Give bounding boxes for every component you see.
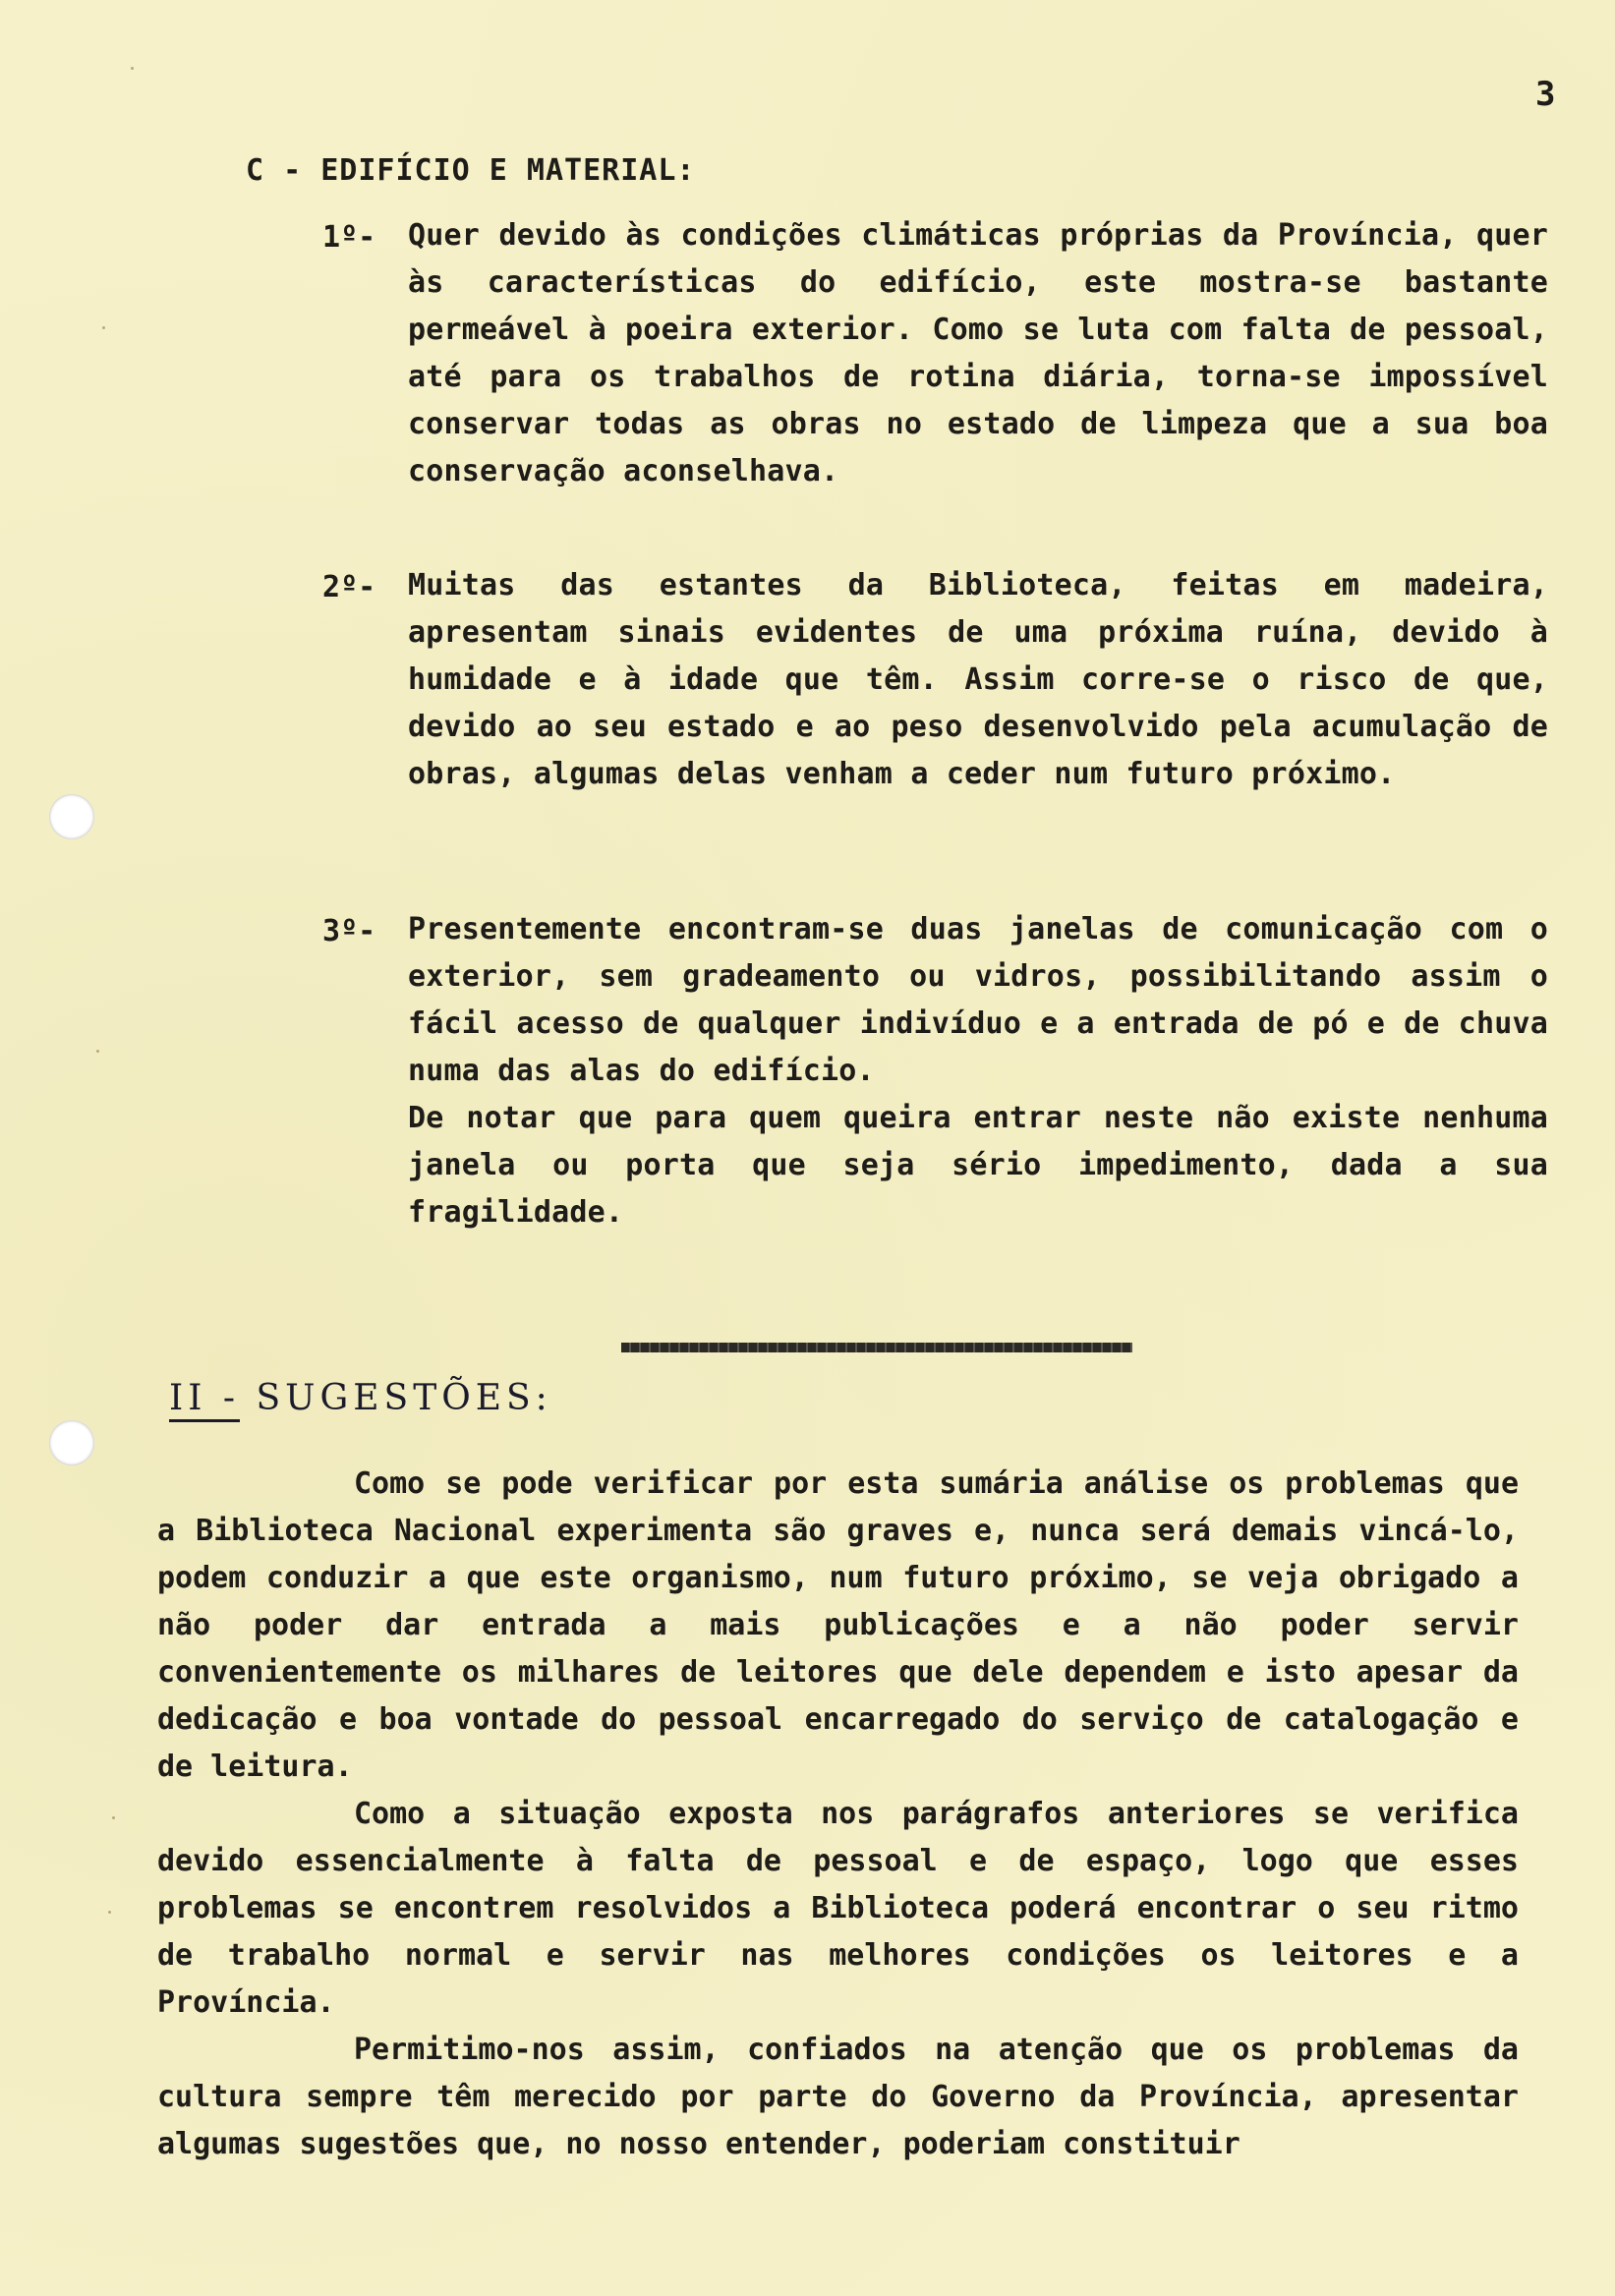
paper-speck [96,1050,99,1053]
paragraph: Como a situação exposta nos parágrafos anteriores se verifica devido essencialmente à falta de pessoal e de espaço, logo que esses problemas se encontrem resolvidos a Biblioteca poderá encontrar o seu ritmo de trabalho normal e servir nas melhores condições os leitores e a Província. [157,1797,1519,2020]
heading-underline [169,1419,240,1422]
item-number: 3º- [322,914,376,948]
page-number: 3 [1535,75,1556,114]
suggestions-body [157,1461,1519,2168]
section-heading-building: C - EDIFÍCIO E MATERIAL: [246,153,696,188]
paragraph: Permitimo-nos assim, confiados na atenção que os problemas da cultura sempre têm merecido por parte do Governo da Província, apresentar algumas sugestões que, no nosso entender, poderiam constituir [157,2033,1519,2161]
paper-speck [102,326,105,329]
section-divider [621,1343,1132,1352]
item-number: 1º- [322,220,376,255]
section-heading-suggestions-text: II - SUGESTÕES: [169,1378,552,1418]
paper-speck [112,1816,115,1819]
section-heading-suggestions [169,1378,552,1418]
paper-speck [131,67,134,70]
item-text: Muitas das estantes da Biblioteca, feitas em madeira, apresentam sinais evidentes de uma próxima ruína, devido à humidade e à idade que têm. Assim corre-se o risco de que, devido ao seu estado e ao peso desenvolvido pela acumulação de obras, algumas delas venham a ceder num futuro próximo. [408,568,1548,791]
item-text-note: De notar que para quem queira entrar neste não existe nenhuma janela ou porta que seja sério impedimento, dada a sua fragilidade. [408,1101,1548,1230]
punch-hole [49,1420,94,1465]
item-text [408,906,1548,1236]
punch-hole [49,794,94,839]
item-text-main: Presentemente encontram-se duas janelas de comunicação com o exterior, sem gradeamento ou vidros, possibilitando assim o fácil acesso de qualquer indivíduo e a entrada de pó e de chuva numa das alas do edifício. [408,912,1548,1088]
paper-speck [108,1911,111,1914]
item-number: 2º- [322,570,376,604]
item-text: Quer devido às condições climáticas próprias da Província, quer às características do edifício, este mostra-se bastante permeável à poeira exterior. Como se luta com falta de pessoal, até para os trabalhos de rotina diária, torna-se impossível conservar todas as obras no estado de limpeza que a sua boa conservação aconselhava. [408,218,1548,488]
paragraph: Como se pode verificar por esta sumária análise os problemas que a Biblioteca Nacional experimenta são graves e, nunca será demais vincá-lo, podem conduzir a que este organismo, num futuro próximo, se veja obrigado a não poder dar entrada a mais publicações e a não poder servir convenientemente os milhares de leitores que dele dependem e isto apesar da dedicação e boa vontade do pessoal encarregado do serviço de catalogação e de leitura. [157,1466,1519,1784]
